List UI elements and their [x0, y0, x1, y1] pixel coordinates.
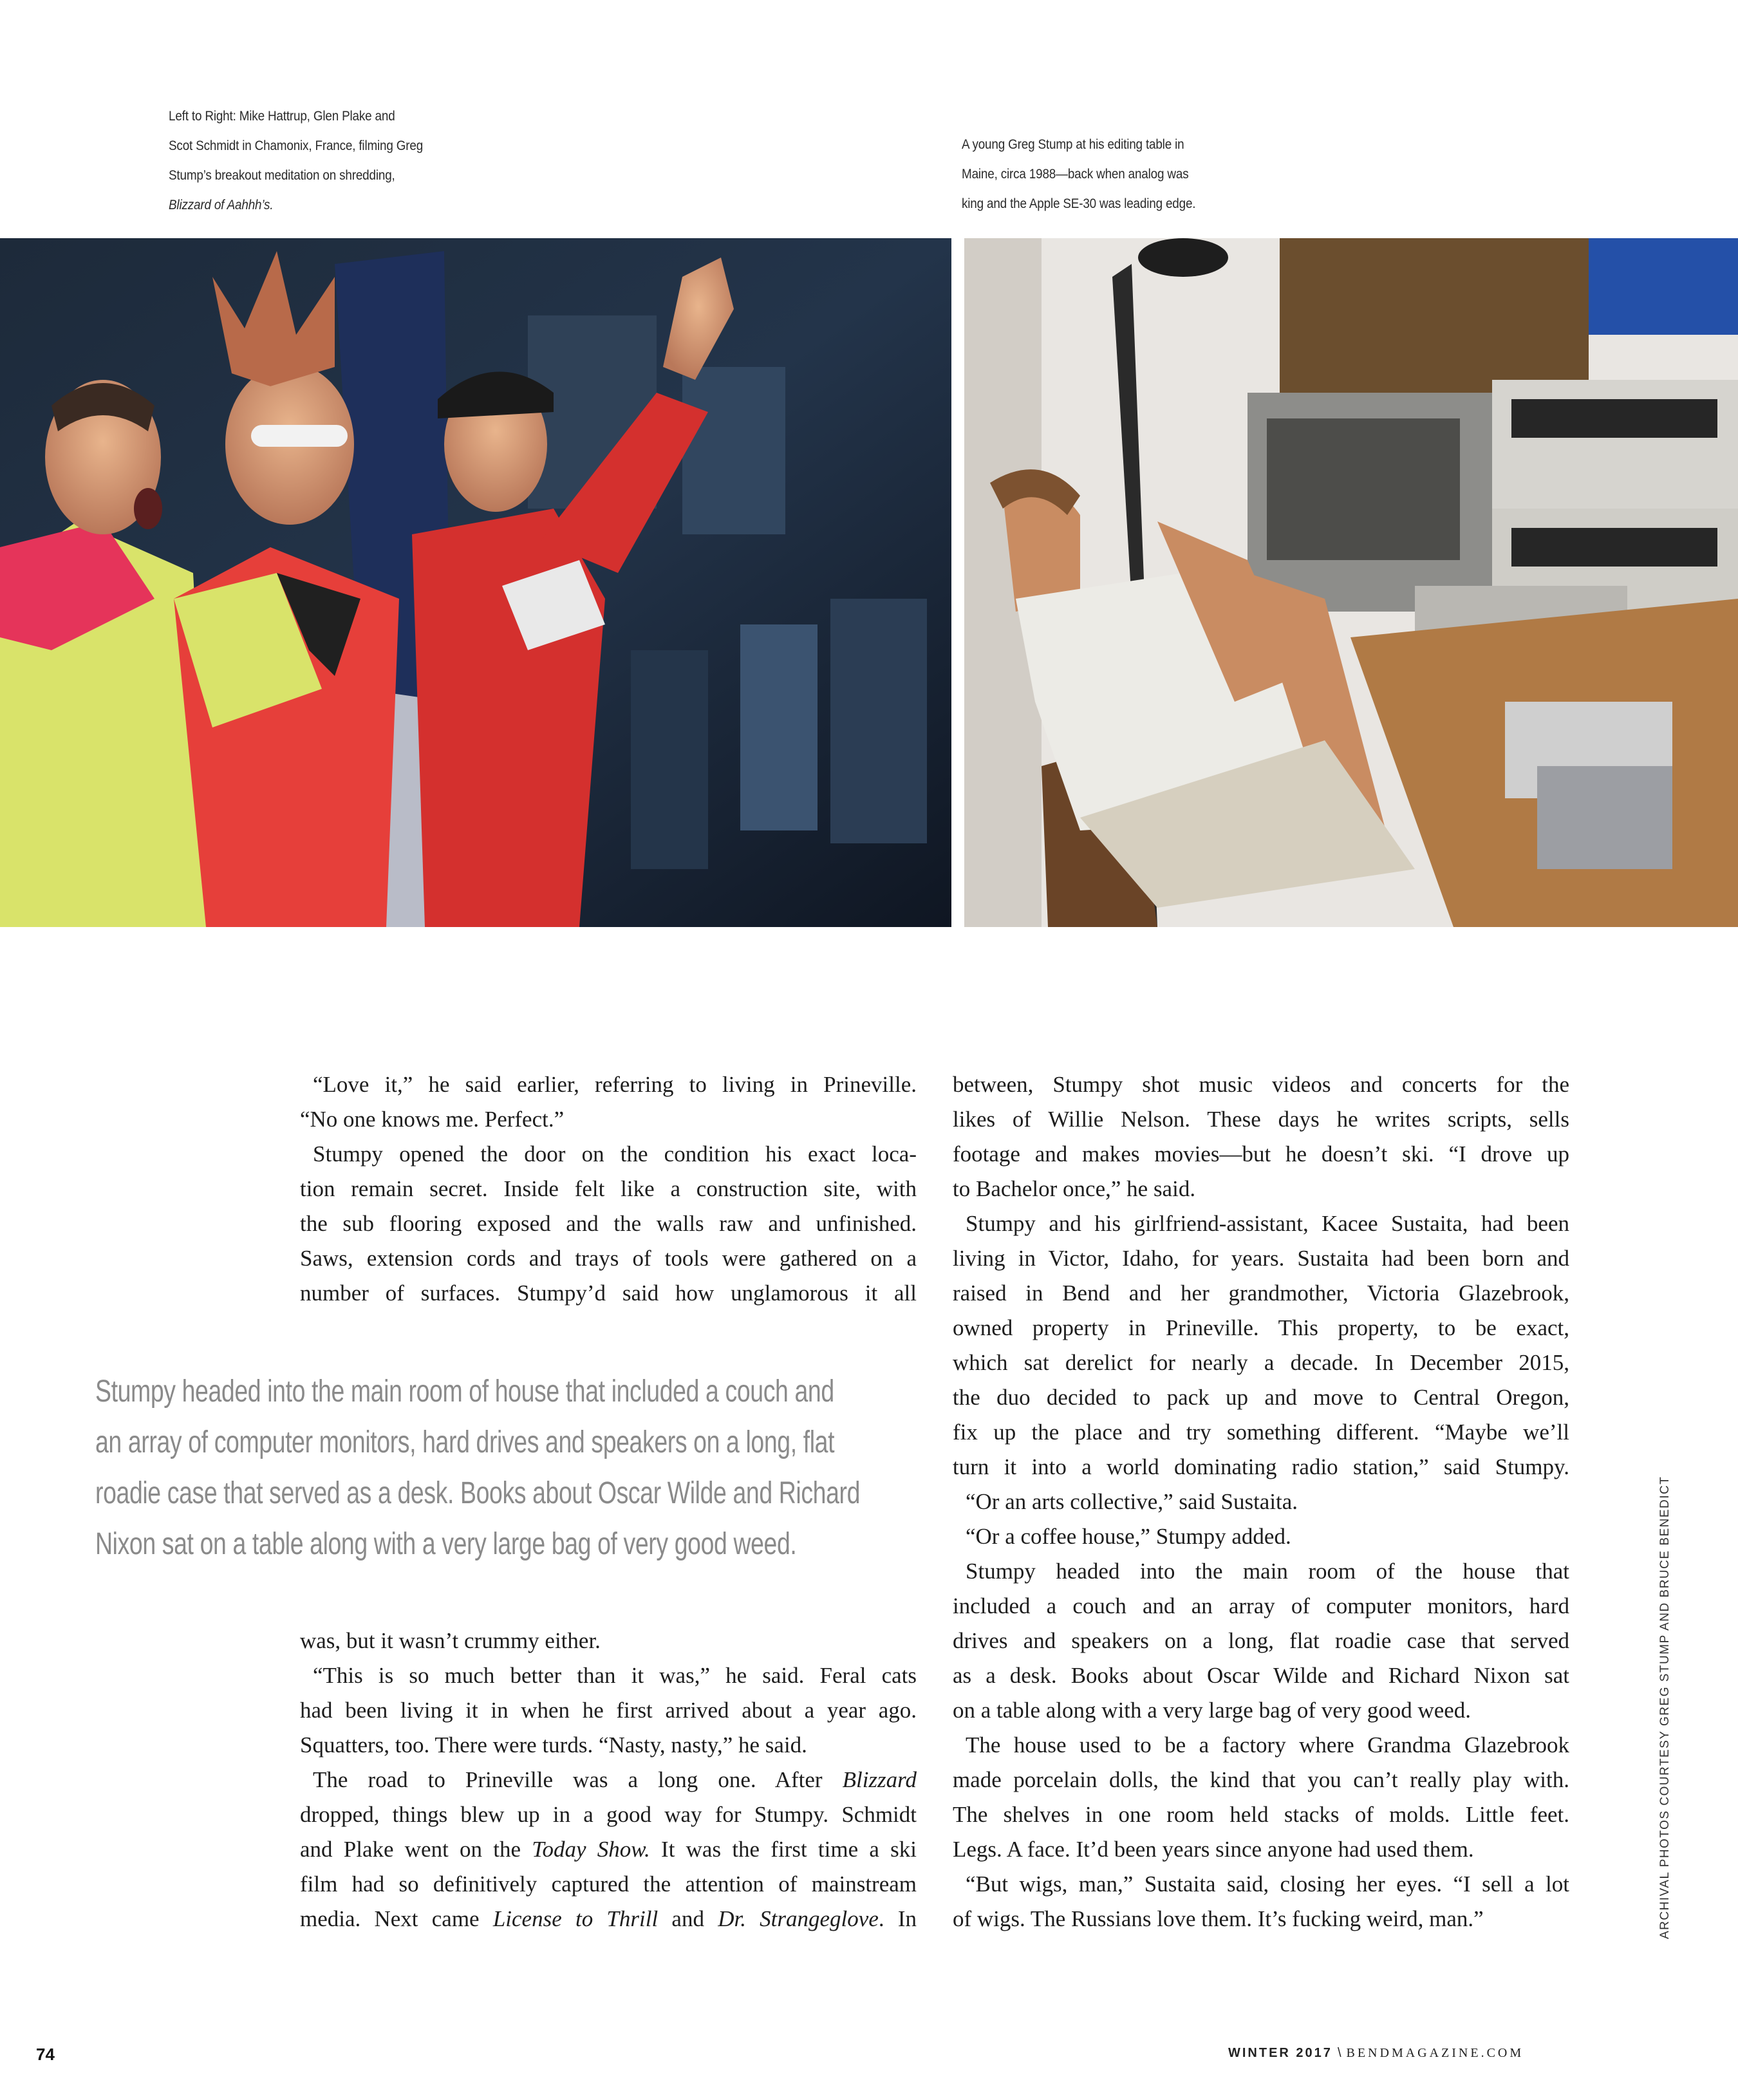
photo-editing-table: [964, 238, 1738, 927]
caption-right: A young Greg Stump at his editing table in Maine, circa 1988—back when analog was king and the Apple SE-30 was leading edge.: [962, 137, 1196, 211]
column-right: between, Stumpy shot music videos and concerts for the likes of Willie Nelson. These days he writes scripts, sells footage and makes movies—but he doesn’t ski. “I drove up to Bachelor once,” he said. Stumpy and his girlfriend-assistant, Kacee Sustaita, had been living in Victor, Idaho, for years. Sustaita had been born and raised in Bend and her grandmother, Victoria Glazebrook, owned property in Prineville. This property, to be exact, which sat derelict for nearly a decade. In December 2015, the duo decided to pack up and move to Central Oregon, fix up the place and try something different. “Maybe we’ll turn it into a world dominating radio station,” said Stumpy. “Or an arts collective,” said Sustaita. “Or a coffee house,” Stumpy added. Stumpy headed into the main room of the house that included a couch and an array of computer monitors, hard drives and speakers on a long, flat roadie case that served as a desk. Books about Oscar Wilde and Richard Nixon sat on a table along with a very large bag of very good weed. The house used to be a factory where Grandma Glazebrook made porcelain dolls, the kind that you can’t really play with. The shelves in one room held stacks of molds. Little feet. Legs. A face. It’d been years since anyone had used them. “But wigs, man,” Sustaita said, closing her eyes. “I sell a lot of wigs. The Russians love them. It’s fucking weird, man.”: [953, 1072, 1569, 1931]
caption-left: Left to Right: Mike Hattrup, Glen Plake and Scot Schmidt in Chamonix, France, filming Greg Stump’s breakout meditation on shredding, Blizzard of Aahhh’s.: [169, 109, 424, 212]
footer-separator: \: [1337, 2046, 1341, 2060]
line-today-show: and Plake went on the Today Show. It was the first time a ski: [300, 1837, 917, 1862]
footer-issue-line: [1228, 2046, 1524, 2061]
column-left-bottom: was, but it wasn’t crummy either. “This is so much better than it was,” he said. Feral cats had been living it in when he first arrived about a year ago. Squatters, too. There were turds. “Nasty, nasty,” he said. The road to Prineville was a long one. After Blizzard dropped, things blew up in a good way for Stumpy. Schmidt and Plake went on the Today Show. It was the first time a ski film had so definitively captured the attention of mainstream media. Next came License to Thrill and Dr. Strangeglove. In: [300, 1624, 917, 1936]
footer-issue: WINTER 2017: [1228, 2046, 1332, 2060]
page-number: 74: [36, 2045, 55, 2064]
pull-quote: Stumpy headed into the main room of house that included a couch and an array of computer monitors, hard drives and speakers on a long, flat roadie case that served as a desk. Books about Oscar Wilde and Richard Nixon sat on a table along with a very large bag of very good weed.: [95, 1374, 861, 1561]
photo-skiers: [0, 238, 951, 927]
line-license: media. Next came License to Thrill and Dr. Strangeglove. In: [300, 1906, 917, 1931]
line-blizzard: The road to Prineville was a long one. After Blizzard: [313, 1767, 917, 1792]
footer-site: BENDMAGAZINE.COM: [1346, 2046, 1524, 2060]
photo-credit: ARCHIVAL PHOTOS COURTESY GREG STUMP AND BRUCE BENEDICT: [1658, 1476, 1672, 1939]
column-left-top: “Love it,” he said earlier, referring to living in Prineville. “No one knows me. Perfect.” Stumpy opened the door on the condition his exact loca- tion remain secret. Inside felt like a construction site, with the sub flooring exposed and the walls raw and unfinished. Saws, extension cords and trays of tools were gathered on a number of surfaces. Stumpy’d said how unglamorous it all: [300, 1072, 917, 1306]
